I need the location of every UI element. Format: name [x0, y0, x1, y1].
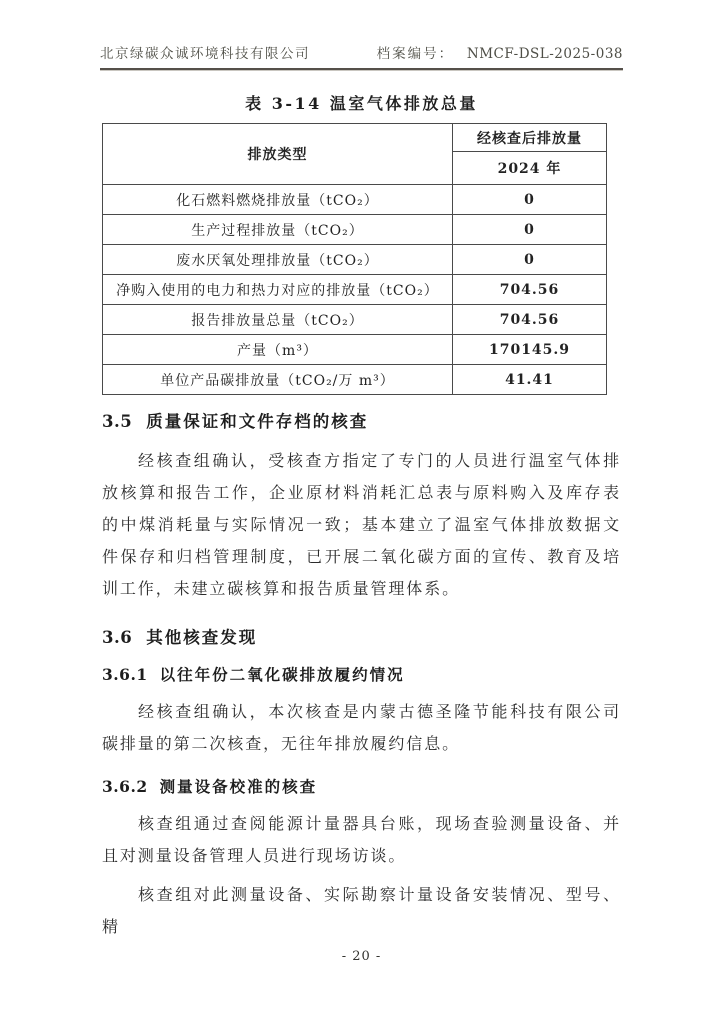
row-label: 单位产品碳排放量（tCO₂/万 m³）	[103, 365, 453, 395]
file-number-value: NMCF-DSL-2025-038	[466, 46, 623, 62]
emission-table	[102, 123, 607, 395]
page-header	[0, 0, 723, 71]
paragraph-3-6-2-b: 核查组对此测量设备、实际勘察计量设备安装情况、型号、精	[102, 885, 621, 936]
column-header-verified-emissions: 经核查后排放量	[453, 124, 607, 152]
table-row	[103, 365, 607, 395]
section-title: 测量设备校准的核查	[159, 777, 318, 796]
section-number: 3.6.1	[102, 665, 148, 684]
section-heading-3-6	[102, 624, 621, 648]
row-label: 生产过程排放量（tCO₂）	[103, 215, 453, 245]
row-value: 0	[453, 245, 607, 275]
row-label: 废水厌氧处理排放量（tCO₂）	[103, 245, 453, 275]
section-heading-3-5	[102, 408, 621, 432]
row-label: 净购入使用的电力和热力对应的排放量（tCO₂）	[103, 275, 453, 305]
table-row	[103, 245, 607, 275]
row-label: 产量（m³）	[103, 335, 453, 365]
section-heading-3-6-2	[102, 775, 621, 797]
section-number: 3.6.2	[102, 777, 148, 796]
section-heading-3-6-1	[102, 663, 621, 685]
section-title: 其他核查发现	[146, 628, 258, 647]
row-label: 化石燃料燃烧排放量（tCO₂）	[103, 185, 453, 215]
row-value: 704.56	[453, 275, 607, 305]
section-title: 质量保证和文件存档的核查	[146, 412, 369, 431]
table-row	[103, 215, 607, 245]
document-content	[0, 91, 723, 943]
column-header-year: 2024 年	[453, 152, 607, 185]
header-divider	[100, 68, 623, 71]
header-row	[100, 42, 623, 68]
table-header-row-1	[103, 124, 607, 152]
row-value: 170145.9	[453, 335, 607, 365]
page-number: - 20 -	[341, 949, 382, 964]
row-value: 0	[453, 215, 607, 245]
row-value: 704.56	[453, 305, 607, 335]
page-footer	[0, 949, 723, 964]
column-header-emission-type: 排放类型	[103, 124, 453, 185]
table-row	[103, 335, 607, 365]
row-value: 0	[453, 185, 607, 215]
header-company-name: 北京绿碳众诚环境科技有限公司	[100, 46, 310, 62]
row-value: 41.41	[453, 365, 607, 395]
paragraph-3-6-1: 经核查组确认，本次核查是内蒙古德圣隆节能科技有限公司碳排量的第二次核查，无往年排放履约信息。	[102, 702, 621, 753]
file-number-label: 档案编号：	[376, 46, 455, 62]
table-row	[103, 275, 607, 305]
row-label: 报告排放量总量（tCO₂）	[103, 305, 453, 335]
paragraph-3-5: 经核查组确认，受核查方指定了专门的人员进行温室气体排放核算和报告工作，企业原材料消耗汇总表与原料购入及库存表的中煤消耗量与实际情况一致；基本建立了温室气体排放数据文件保存和归档管理制度，已开展二氧化碳方面的宣传、教育及培训工作，未建立碳核算和报告质量管理体系。	[102, 451, 621, 598]
section-title: 以往年份二氧化碳排放履约情况	[159, 665, 405, 684]
section-number: 3.6	[102, 628, 133, 647]
section-number: 3.5	[102, 412, 133, 431]
paragraph-3-6-2-a: 核查组通过查阅能源计量器具台账，现场查验测量设备、并且对测量设备管理人员进行现场访谈。	[102, 814, 621, 865]
table-title: 表 3-14 温室气体排放总量	[245, 94, 478, 113]
table-row	[103, 305, 607, 335]
table-row	[103, 185, 607, 215]
header-file-number-group	[377, 42, 623, 62]
